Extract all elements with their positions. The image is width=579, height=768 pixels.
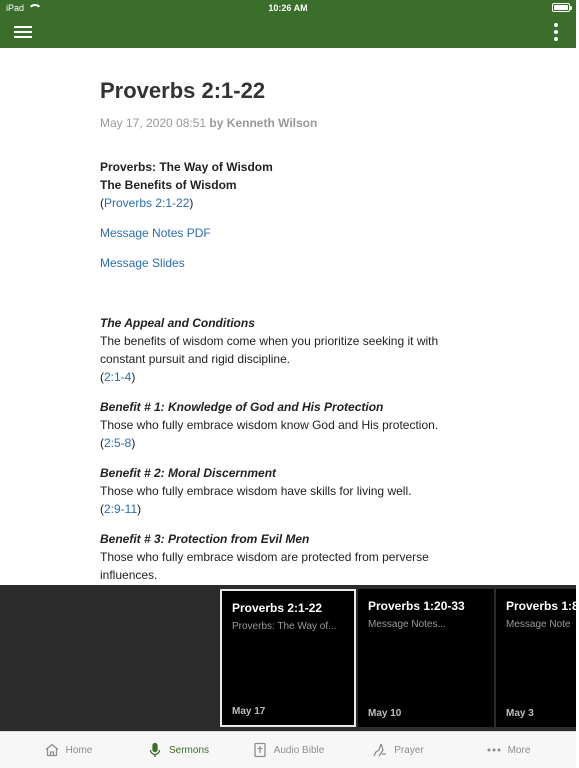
tab-more[interactable]: [455, 732, 561, 768]
section-body: Those who fully embrace wisdom know God and His protection.: [100, 418, 439, 432]
home-icon: [44, 742, 60, 758]
card-date: May 3: [506, 708, 534, 719]
section-body: The benefits of wisdom come when you prioritize seeking it with constant pursuit and rigid discipline.: [100, 334, 439, 366]
scripture-link[interactable]: Proverbs 2:1-22: [104, 196, 190, 210]
series-title: Proverbs: The Way of Wisdom: [100, 160, 273, 174]
section-ref-link[interactable]: 2:1-4: [104, 370, 132, 384]
tab-sermons[interactable]: [125, 732, 231, 768]
hamburger-menu-icon[interactable]: [14, 24, 34, 40]
sermon-carousel[interactable]: [0, 585, 579, 731]
section-ref-link[interactable]: 2:5-8: [104, 436, 132, 450]
praying-hands-icon: [372, 742, 388, 758]
post-meta: [100, 116, 470, 130]
sermon-card[interactable]: [358, 589, 494, 727]
sermon-article: [100, 48, 470, 585]
bible-icon: [252, 742, 268, 758]
section-body: Those who fully embrace wisdom have skills for living well.: [100, 484, 412, 498]
section-title: Benefit # 1: Knowledge of God and His Protection: [100, 400, 384, 414]
message-notes-pdf-link[interactable]: Message Notes PDF: [100, 226, 211, 240]
sermon-card[interactable]: [496, 589, 579, 727]
page-title: Proverbs 2:1-22: [100, 78, 266, 103]
section-body: Those who fully embrace wisdom are protected from perverse influences.: [100, 550, 429, 582]
card-title: Proverbs 1:8: [506, 599, 579, 613]
section-title: Benefit # 2: Moral Discernment: [100, 466, 277, 480]
app-header: [0, 0, 576, 48]
status-time: 10:26 AM: [268, 3, 308, 13]
bottom-tab-bar: [0, 731, 576, 768]
outline-section: [100, 464, 470, 518]
outline-section: [100, 314, 470, 386]
card-subtitle: Message Note: [506, 619, 571, 630]
device-name: iPad: [6, 3, 25, 13]
series-heading: [100, 158, 470, 194]
scripture-reference: (Proverbs 2:1-22): [100, 196, 194, 210]
section-ref-link[interactable]: 2:9-11: [104, 502, 138, 516]
tab-label: Sermons: [168, 744, 209, 756]
card-date: May 17: [232, 706, 266, 717]
card-subtitle: Proverbs: The Way of...: [232, 621, 337, 632]
card-date: May 10: [368, 708, 402, 719]
sermon-outline: [100, 314, 470, 602]
post-date: May 17, 2020 08:51: [100, 116, 207, 130]
tab-home[interactable]: [15, 732, 121, 768]
card-title: Proverbs 1:20-33: [368, 599, 465, 613]
section-ref: (2:1-4): [100, 370, 136, 384]
status-bar: [0, 0, 576, 16]
microphone-icon: [147, 742, 163, 758]
card-subtitle: Message Notes...: [368, 619, 446, 630]
tab-label: More: [507, 744, 531, 756]
section-title: The Appeal and Conditions: [100, 316, 255, 330]
post-author: Kenneth Wilson: [226, 116, 318, 130]
section-ref: (2:9-11): [100, 502, 142, 516]
tab-label: Prayer: [394, 744, 424, 756]
card-title: Proverbs 2:1-22: [232, 601, 323, 615]
tab-audio-bible[interactable]: [235, 732, 341, 768]
tab-label: Audio Bible: [273, 744, 325, 756]
section-title: Benefit # 3: Protection from Evil Men: [100, 532, 310, 546]
message-slides-link[interactable]: Message Slides: [100, 256, 185, 270]
by-label: by: [209, 116, 224, 130]
tab-prayer[interactable]: [345, 732, 451, 768]
outline-section: [100, 398, 470, 452]
section-ref: (2:5-8): [100, 436, 136, 450]
battery-icon: [552, 3, 570, 12]
ellipsis-icon: [486, 742, 502, 758]
sermon-card[interactable]: [220, 589, 356, 727]
sermon-subtitle: The Benefits of Wisdom: [100, 178, 237, 192]
tab-label: Home: [65, 744, 93, 756]
overflow-menu-icon[interactable]: [552, 22, 560, 42]
